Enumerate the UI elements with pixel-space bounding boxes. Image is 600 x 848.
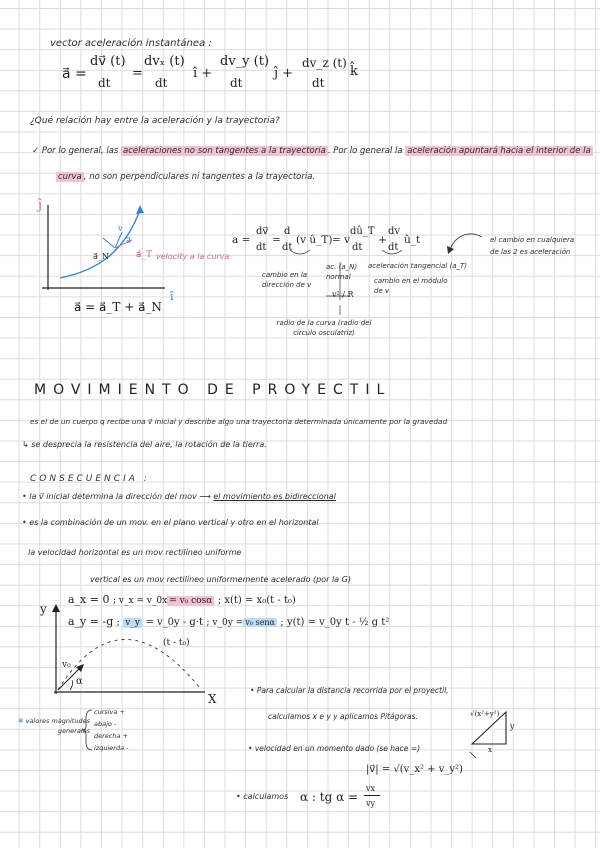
answer-part-b: . Por lo general la [327,146,403,156]
graph1-aN-label: a⃗_N [93,252,109,261]
graph1-v-label: v [118,224,123,233]
deriv-note-change-direction: cambio en la dirección de v [262,271,312,289]
note-alpha [236,792,288,801]
graph2-y-label: y [40,602,47,616]
bullet-1-text: la v⃗ inicial determina la dirección del mov [29,492,197,501]
formula-term4-den: dt [312,76,325,90]
deriv-note-modulus: cambio en el módulo de v [374,277,448,295]
triangle-y: y [510,722,515,731]
deriv-note-normal: ac. (a_N) normal [326,263,358,281]
note-calc: calculamos x e y y aplicamos Pitágoras. [268,712,418,721]
bullet-2-text: es la combinación de un mov. en el plano vertical y otro en el horizontal [29,518,319,527]
formula-eq: = [132,66,143,81]
arrow-right-icon: ⟶ [199,492,211,501]
star-icon: ✱ [18,717,24,725]
mag-item-4: izquierda - [94,744,129,752]
eq-vx: ; v_x = v_0x [112,596,168,606]
deriv-t4-num: dv [388,226,401,237]
graph1-x-label: î [170,290,174,303]
deriv-note-tangential: aceleración tangencial (a_T) [368,262,468,270]
eq-ay: a_y = -g [68,615,114,628]
deriv-note-any-change: el cambio en cualquiera de las 2 es aceleración [490,236,575,256]
line-horizontal-velocity: la velocidad horizontal es un mov rectilíneo uniforme [28,548,242,557]
check-icon: ✓ [32,146,40,156]
eq-yt: ; y(t) = v_0y t - ½ g t² [280,617,390,628]
formula-term2-num: dvₓ (t) [144,54,185,69]
bullet-dot-icon: • [250,686,255,695]
formula-term4-num: dv_z (t) [302,56,347,70]
eq-vy-subscript: (t - t₀) [163,638,190,648]
triangle-hypotenuse: √(x²+y²) [470,710,500,718]
alpha-formula: α : tg α = [300,790,359,804]
deriv-note-radius: radio de la curva (radio del círculo osculatriz) [276,319,372,337]
formula-lhs: a⃗ = [62,66,87,82]
eq-voy: ; v_0y = [206,618,244,628]
note-distance-text: Para calcular la distancia recorrida por el proyectil, [256,686,449,695]
deriv-t3-den: dt [352,242,363,253]
note-distance [250,686,449,695]
curly-arrow-icon: ↳ [22,440,29,449]
bullet-dot-icon: • [22,492,27,501]
deriv-lhs: a = [232,234,251,246]
proyectil-description-1: es el de un cuerpo q recibe una v⃗ inicial y describe algo una trayectoria determinada únicamente por la gravedad [30,417,448,426]
note-velocity-text: velocidad en un momento dado (se hace =) [254,744,420,753]
deriv-t2-paren: (v û_T) [296,234,333,246]
section-title-vector-aceleracion: vector aceleración instantánea : [50,38,212,49]
deriv-t2-den: dt [282,242,293,253]
line-vertical-velocity: vertical es un mov rectilíneo uniformemente acelerado (por la G) [90,575,351,584]
graph1-sum-formula: a⃗ = a⃗_T + a⃗_N [74,300,162,314]
deriv-t4-unit: û_t [404,234,421,246]
deriv-t1-num: dv⃗ [256,226,269,237]
eq-separator: ; [116,618,120,628]
eq-vy-highlight: v_y [125,618,140,628]
bullet-dot-icon: • [236,792,241,801]
consequence-title: CONSECUENCIA : [30,474,150,484]
velocity-magnitude-formula: |v⃗| = √(v_x² + v_y²) [366,764,463,775]
eq-ax: a_x = 0 [68,593,110,606]
graph1-y-label: ĵ [38,198,43,213]
formula-term3-unit: ĵ + [274,66,294,81]
graph2-v0-label: v₀ [62,660,71,670]
question-text: ¿Qué relación hay entre la aceleración y la trayectoria? [30,116,280,126]
section-title-movimiento-proyectil: MOVIMIENTO DE PROYECTIL [34,382,392,398]
deriv-note-v2r: v² / R [332,290,354,299]
alpha-den: vy [366,799,376,808]
graph2-angle-label: α [76,676,83,687]
note-velocity [248,744,420,753]
graph2-x-label: X [208,692,217,706]
deriv-t3-num: dû_T [350,226,375,237]
proyectil-description-2-text: se desprecia la resistencia del aire, la rotación de la tierra. [31,440,267,449]
alpha-fraction-bar [364,795,380,796]
deriv-t4-den: dt [388,242,399,253]
triangle-x: x [488,746,492,754]
deriv-t1-den: dt [256,242,267,253]
eq-xt: ; x(t) = x₀(t - t₀) [217,595,296,606]
note-alpha-text: calculamos [243,792,289,801]
answer-highlight-1: aceleraciones no son tangentes a la trayectoria [123,146,326,156]
formula-term3-den: dt [230,76,243,90]
deriv-plus: + [378,234,387,246]
deriv-eq1: = [272,234,281,246]
formula-term3-num: dv_y (t) [220,54,270,69]
mag-item-2: abajo - [94,720,117,728]
mag-item-1: cursiva + [94,708,125,716]
mag-item-3: derecha + [94,732,128,740]
graph1-aT-label: a⃗_T [136,250,153,260]
bullet-dot-icon: • [248,744,253,753]
answer-highlight-2: aceleración apuntará hacia el interior de la [407,146,591,156]
magnitudes-text: valores mágnitudes generales [25,717,90,735]
eq-voy-highlight: v₀ senα [245,618,275,627]
graph1-a-label: a⃗ [126,236,131,245]
answer-part-c: , no son perpendiculares ni tangentes a la trayectoria. [83,172,316,182]
answer-highlight-3: curva [58,172,82,182]
bullet-1-result: el movimiento es bidireccional [213,492,336,501]
formula-term1-den: dt [98,76,111,90]
answer-part-a: Por lo general, las [41,146,119,156]
magnitudes-label [4,716,90,736]
formula-term4-unit: k̂ [350,64,358,79]
eq-vy: = v_0y - g·t [145,617,204,628]
bullet-dot-icon: • [22,518,27,527]
graph1-velocity-note: velocity a la curva [156,252,230,261]
alpha-num: vx [366,784,376,793]
deriv-eq2: = v [332,234,351,246]
formula-term2-den: dt [155,76,168,90]
deriv-t2-num: d [284,226,291,237]
formula-term2-unit: î + [193,66,213,81]
eq-vx-highlight: = v₀ cosα [169,596,213,606]
formula-term1-num: dv⃗ (t) [90,54,126,69]
